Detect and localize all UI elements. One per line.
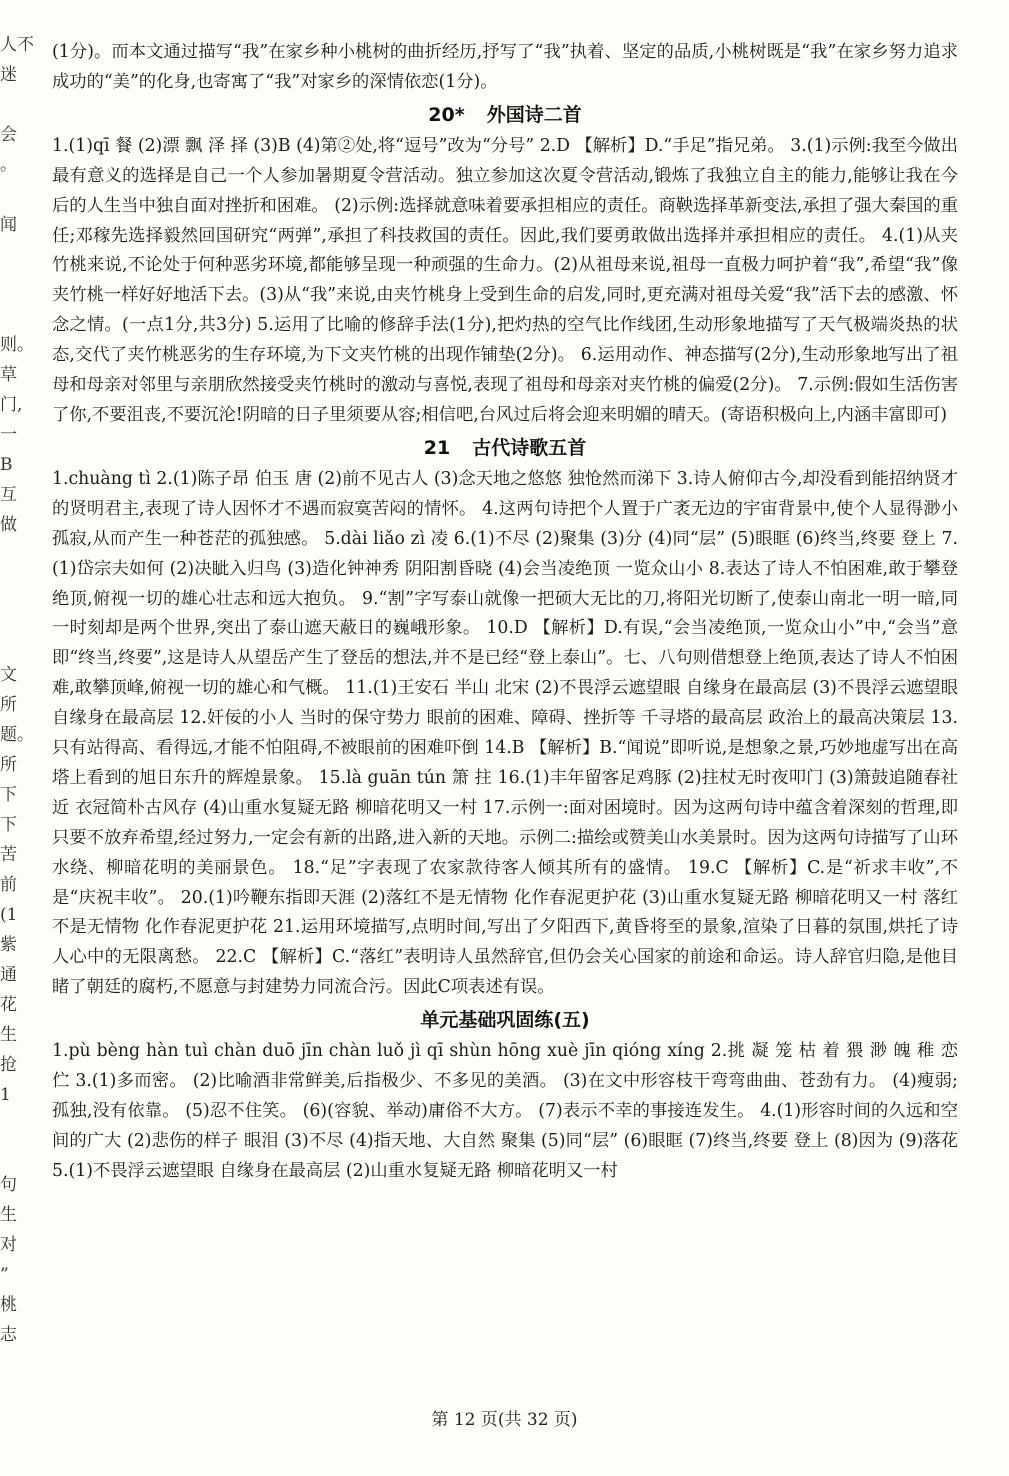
- margin-fragment: 1: [0, 1085, 11, 1105]
- margin-fragment: [0, 300, 22, 330]
- margin-fragment: 生: [0, 1025, 17, 1045]
- left-margin-strip: [0, 30, 34, 1350]
- margin-fragment: [0, 1140, 22, 1170]
- margin-fragment: [0, 630, 22, 660]
- margin-fragment: 闻: [0, 215, 17, 235]
- section-number: 21: [423, 436, 451, 459]
- margin-fragment: [0, 1110, 22, 1140]
- section-20-answers: 1.(1)qī 餐 (2)漂 飘 泽 择 (3)B (4)第②处,将“逗号”改为“分号” 2.D 【解析】D.“手足”指兄弟。 3.(1)示例:我至今做出最有意义的选择是自己一个人参加暑期夏令营活动。独立参加这次夏令营活动,锻炼了我独立自主的能力,能够让我在今后的人生当中独自面对挫折和困难。 (2)示例:选择就意味着要承担相应的责任。商鞅选择革新变法,承担了强大秦国的重任;邓稼先选择毅然回国研究“两弹”,承担了科技救国的责任。因此,我们要勇敢做出选择并承担相应的责任。 4.(1)从夹竹桃来说,不论处于何种恶劣环境,都能够呈现一种顽强的生命力。(2)从祖母来说,祖母一直极力呵护着“我”,希望“我”像夹竹桃一样好好地活下去。(3)从“我”来说,由夹竹桃身上受到生命的启发,同时,更充满对祖母关爱“我”活下去的感激、怀念之情。(一点1分,共3分) 5.运用了比喻的修辞手法(1分),把灼热的空气比作线团,生动形象地描写了天气极端炎热的状态,交代了夹竹桃恶劣的生存环境,为下文夹竹桃的出现作铺垫(2分)。 6.运用动作、神态描写(2分),生动形象地写出了祖母和母亲对邻里与亲朋欣然接受夹竹桃时的激动与喜悦,表现了祖母和母亲对夹竹桃的偏爱(2分)。 7.示例:假如生活伤害了你,不要沮丧,不要沉沦!阴暗的日子里须要从容;相信吧,台风过后将会迎来明媚的晴天。(寄语积极向上,内涵丰富即可): [52, 135, 958, 425]
- margin-fragment: 人不: [0, 35, 34, 55]
- margin-fragment: 对: [0, 1235, 17, 1255]
- margin-fragment: [0, 240, 22, 270]
- margin-fragment: 句: [0, 1175, 17, 1195]
- section-title: 单元基础巩固练(五): [420, 1009, 590, 1032]
- margin-fragment: 前: [0, 875, 17, 895]
- section-number: 20*: [428, 103, 465, 126]
- margin-fragment: B: [0, 455, 13, 475]
- margin-fragment: [0, 90, 22, 120]
- margin-fragment: 互: [0, 485, 17, 505]
- margin-fragment: 迷: [0, 65, 17, 85]
- margin-fragment: (1: [0, 905, 18, 925]
- section-heading-21: [52, 433, 958, 463]
- section-title: 外国诗二首: [486, 103, 582, 126]
- margin-fragment: 生: [0, 1205, 17, 1225]
- margin-fragment: 题。: [0, 725, 34, 745]
- section-heading-20: [52, 100, 958, 130]
- margin-fragment: 下: [0, 815, 17, 835]
- margin-fragment: 做: [0, 515, 17, 535]
- margin-fragment: 抢: [0, 1055, 17, 1075]
- section-21-answers: 1.chuàng tì 2.(1)陈子昂 伯玉 唐 (2)前不见古人 (3)念天地之悠悠 独怆然而涕下 3.诗人俯仰古今,却没看到能招纳贤才的贤明君主,表现了诗人因怀才不遇而寂寞苦闷的情怀。 4.这两句诗把个人置于广袤无边的宇宙背景中,使个人显得渺小孤寂,从而产生一种苍茫的孤独感。 5.dài liǎo zì 凌 6.(1)不尽 (2)聚集 (3)分 (4)同“层” (5)眼眶 (6)终当,终要 登上 7.(1)岱宗夫如何 (2)决眦入归鸟 (3)造化钟神秀 阴阳割昏晓 (4)会当凌绝顶 一览众山小 8.表达了诗人不怕困难,敢于攀登绝顶,俯视一切的雄心壮志和远大抱负。 9.“割”字写泰山就像一把硕大无比的刀,将阳光切断了,使泰山南北一明一暗,同一时刻却是两个世界,突出了泰山遮天蔽日的巍峨形象。 10.D 【解析】D.有误,“会当凌绝顶,一览众山小”中,“会当”意即“终当,终要”,这是诗人从望岳产生了登岳的想法,并不是已经“登上泰山”。七、八句则借想登上绝顶,表达了诗人不怕困难,敢攀顶峰,俯视一切的雄心和气概。 11.(1)王安石 半山 北宋 (2)不畏浮云遮望眼 自缘身在最高层 (3)不畏浮云遮望眼 自缘身在最高层 12.奸佞的小人 当时的保守势力 眼前的困难、障碍、挫折等 千寻塔的最高层 政治上的最高决策层 13.只有站得高、看得远,才能不怕阻碍,不被眼前的困难吓倒 14.B 【解析】B.“闻说”即听说,是想象之景,巧妙地虚写出在高塔上看到的旭日东升的辉煌景象。 15.là guān tún 箫 拄 16.(1)丰年留客足鸡豚 (2)拄杖无时夜叩门 (3)箫鼓追随春社近 衣冠简朴古风存 (4)山重水复疑无路 柳暗花明又一村 17.示例一:面对困境时。因为这两句诗中蕴含着深刻的哲理,即只要不放弃希望,经过努力,一定会有新的出路,进入新的天地。示例二:描绘或赞美山水美景时。因为这两句诗描写了山环水绕、柳暗花明的美丽景色。 18.“足”字表现了农家款待客人倾其所有的盛情。 19.C 【解析】C.是“祈求丰收”,不是“庆祝丰收”。 20.(1)吟鞭东指即天涯 (2)落红不是无情物 化作春泥更护花 (3)山重水复疑无路 柳暗花明又一村 落红不是无情物 化作春泥更护花 21.运用环境描写,点明时间,写出了夕阳西下,黄昏将至的景象,渲染了日暮的氛围,烘托了诗人心中的无限离愁。 22.C 【解析】C.“落红”表明诗人虽然辞官,但仍会关心国家的前途和命运。诗人辞官归隐,是他目睹了朝廷的腐朽,不愿意与封建势力同流合污。因此C项表述有误。: [52, 468, 958, 998]
- margin-fragment: 桃: [0, 1295, 17, 1315]
- margin-fragment: ”: [0, 1265, 9, 1285]
- margin-fragment: 。: [0, 155, 17, 175]
- margin-fragment: [0, 600, 22, 630]
- margin-fragment: 紫: [0, 935, 17, 955]
- margin-fragment: [0, 270, 22, 300]
- margin-fragment: 会: [0, 125, 17, 145]
- margin-fragment: 草: [0, 365, 17, 385]
- margin-fragment: [0, 540, 22, 570]
- margin-fragment: 则。: [0, 335, 34, 355]
- margin-fragment: 一: [0, 425, 17, 445]
- page-footer: 第 12 页(共 32 页): [431, 1410, 578, 1430]
- intro-paragraph: (1分)。而本文通过描写“我”在家乡种小桃树的曲折经历,抒写了“我”执着、坚定的品质,小桃树既是“我”在家乡努力追求成功的“美”的化身,也寄寓了“我”对家乡的深情依恋(1分)。: [52, 42, 958, 92]
- section-title: 古代诗歌五首: [472, 436, 587, 459]
- margin-fragment: 下: [0, 785, 17, 805]
- margin-fragment: 花: [0, 995, 17, 1015]
- margin-fragment: 志: [0, 1325, 17, 1345]
- margin-fragment: 文: [0, 665, 17, 685]
- margin-fragment: [0, 570, 22, 600]
- margin-fragment: [0, 180, 22, 210]
- margin-fragment: 所: [0, 695, 17, 715]
- unit-review-answers: 1.pù bèng hàn tuì chàn duō jīn chàn luǒ jì qī shùn hōng xuè jīn qióng xíng 2.挑 凝 笼 枯 着 猥 渺 魄 稚 恋 伫 3.(1)多而密。 (2)比喻酒非常鲜美,后指极少、不多见的美酒。 (3)在文中形容枝干弯弯曲曲、苍劲有力。 (4)瘦弱;孤独,没有依靠。 (5)忍不住笑。 (6)(容貌、举动)庸俗不大方。 (7)表示不幸的事接连发生。 4.(1)形容时间的久远和空间的广大 (2)悲伤的样子 眼泪 (3)不尽 (4)指天地、大自然 聚集 (5)同“层” (6)眼眶 (7)终当,终要 登上 (8)因为 (9)落花 5.(1)不畏浮云遮望眼 自缘身在最高层 (2)山重水复疑无路 柳暗花明又一村: [52, 1041, 958, 1181]
- answer-content: [52, 38, 958, 1187]
- margin-fragment: 门,: [0, 395, 23, 415]
- section-heading-unit: [52, 1005, 958, 1035]
- margin-fragment: 通: [0, 965, 17, 985]
- margin-fragment: 所: [0, 755, 17, 775]
- margin-fragment: 苦: [0, 845, 17, 865]
